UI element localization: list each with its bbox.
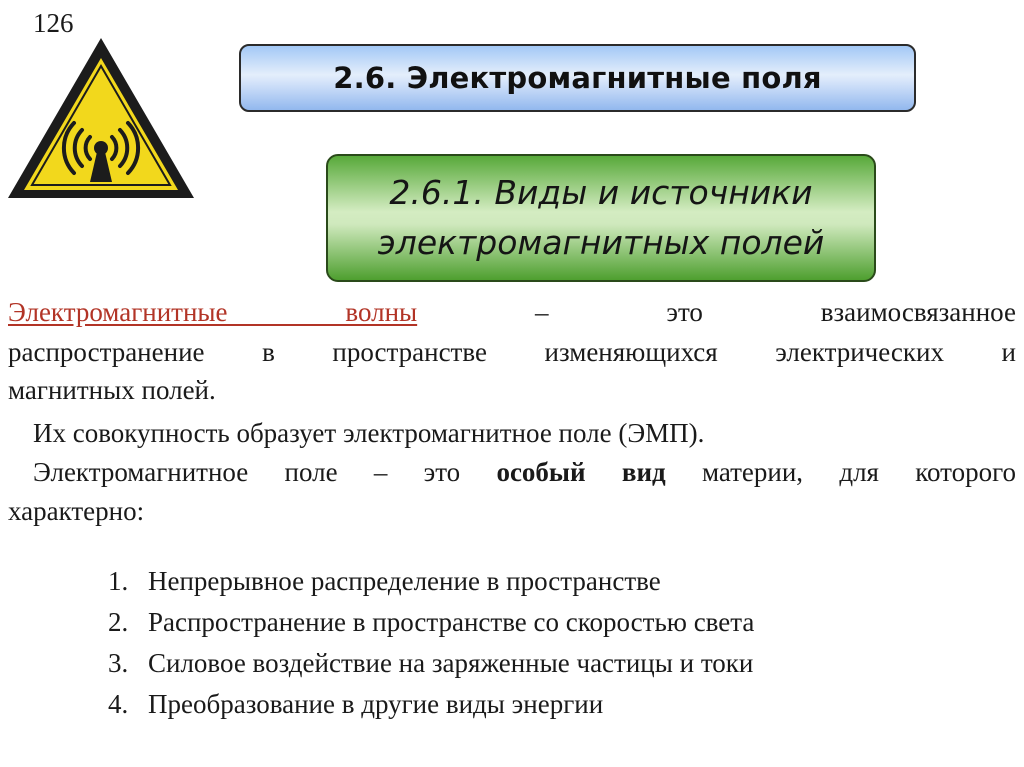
list-item	[108, 561, 754, 602]
list-item	[108, 643, 754, 684]
properties-list	[108, 561, 754, 725]
emp-sentence: Их совокупность образует электромагнитное поле (ЭМП).	[33, 418, 705, 448]
field-definition-line-2: характерно:	[8, 496, 145, 526]
field-definition-bold: особый вид	[496, 457, 666, 487]
subsection-title-line-2: электромагнитных полей	[377, 223, 825, 262]
radiation-warning-icon	[4, 34, 198, 202]
field-definition-line-1	[33, 454, 1016, 491]
page-number: 126	[33, 8, 74, 38]
list-item	[108, 602, 754, 643]
definition-line-3: магнитных полей.	[8, 375, 216, 405]
definition-line-2: распространение в пространстве изменяющихся электрических и	[8, 337, 1016, 367]
list-item-number: 3.	[108, 648, 129, 678]
subsection-title-line-1: 2.6.1. Виды и источники	[389, 173, 813, 212]
list-item	[108, 684, 754, 725]
section-title: 2.6. Электромагнитные поля	[333, 61, 822, 95]
subsection-title-banner	[326, 154, 876, 282]
list-item-text: Преобразование в другие виды энергии	[148, 689, 604, 719]
term-electromagnetic-waves: Электромагнитные волны	[8, 297, 418, 327]
list-item-text: Непрерывное распределение в пространстве	[148, 566, 661, 596]
list-item-number: 1.	[108, 566, 129, 596]
section-title-banner	[239, 44, 916, 112]
field-definition-text-2: материи, для которого	[665, 457, 1016, 487]
list-item-number: 2.	[108, 607, 129, 637]
definition-line-1-text: – это взаимосвязанное	[417, 297, 1016, 327]
definition-line-1	[8, 294, 1016, 331]
list-item-number: 4.	[108, 689, 129, 719]
list-item-text: Силовое воздействие на заряженные частицы и токи	[148, 648, 754, 678]
list-item-text: Распространение в пространстве со скоростью света	[148, 607, 755, 637]
field-definition-text-1: Электромагнитное поле – это	[33, 457, 497, 487]
